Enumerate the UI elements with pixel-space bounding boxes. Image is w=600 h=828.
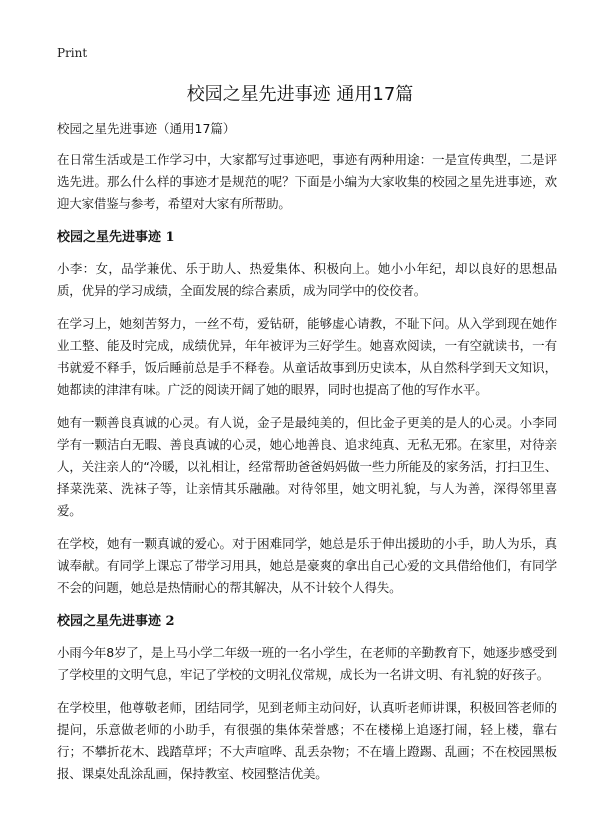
section-2-paragraph-1: 小雨今年8岁了，是上马小学二年级一班的一名小学生，在老师的辛勤教育下，她逐步感受到了学校里的文明气息，牢记了学校的文明礼仪常规，成长为一名讲文明、有礼貌的好孩子。 xyxy=(57,645,557,682)
section-1-paragraph-3: 她有一颗善良真诚的心灵。有人说，金子是最纯美的，但比金子更美的是人的心灵。小李同学有一颗洁白无暇、善良真诚的心灵，她心地善良、追求纯真、无私无邪。在家里，对待亲人，关注亲人的“冷暖，以礼相让，经常帮助爸爸妈妈做一些力所能及的家务活，打扫卫生、择菜洗菜、洗袜子等，让亲情其乐融融。对待邻里，她文明礼貌，与人为善，深得邻里喜爱。 xyxy=(57,415,557,518)
document-body xyxy=(57,119,557,796)
section-heading-1: 校园之星先进事迹 1 xyxy=(57,230,175,245)
section-2-paragraph-2: 在学校里，他尊敬老师，团结同学，见到老师主动问好，认真听老师讲课，积极回答老师的提问，乐意做老师的小助手，有很强的集体荣誉感；不在楼梯上追逐打闹，轻上楼，靠右行；不攀折花木、践踏草坪；不大声喧哗、乱丢杂物；不在墙上蹬踢、乱画；不在校园黑板报、课桌处乱涂乱画，保持教室、校园整洁优美。 xyxy=(57,700,557,781)
print-link[interactable]: Print xyxy=(57,46,88,60)
section-1-paragraph-4: 在学校，她有一颗真诚的爱心。对于困难同学，她总是乐于伸出援助的小手，助人为乐，真诚奉献。有同学上课忘了带学习用具，她总是豪爽的拿出自己心爱的文具借给他们，有同学不会的问题，她总是热情耐心的帮其解决，从不计较个人得失。 xyxy=(57,536,557,595)
document-subtitle: 校园之星先进事迹（通用17篇） xyxy=(57,121,236,136)
document-title: 校园之星先进事迹 通用17篇 xyxy=(186,84,414,105)
section-1-paragraph-1: 小李：女，品学兼优、乐于助人、热爱集体、积极向上。她小小年纪，却以良好的思想品质，优异的学习成绩，全面发展的综合素质，成为同学中的佼佼者。 xyxy=(57,261,557,298)
section-heading-2: 校园之星先进事迹 2 xyxy=(57,614,175,629)
section-1-paragraph-2: 在学习上，她刻苦努力，一丝不苟，爱钻研，能够虚心请教，不耻下问。从入学到现在她作业工整、能及时完成，成绩优异，年年被评为三好学生。她喜欢阅读，一有空就读书，一有书就爱不释手，饭后睡前总是手不释卷。从童话故事到历史读本，从自然科学到天文知识，她都读的津津有味。广泛的阅读开阔了她的眼界，同时也提高了他的写作水平。 xyxy=(57,316,557,397)
intro-paragraph: 在日常生活或是工作学习中，大家都写过事迹吧，事迹有两种用途：一是宣传典型，二是评选先进。那么什么样的事迹才是规范的呢？下面是小编为大家收集的校园之星先进事迹，欢迎大家借鉴与参考，希望对大家有所帮助。 xyxy=(57,152,557,211)
